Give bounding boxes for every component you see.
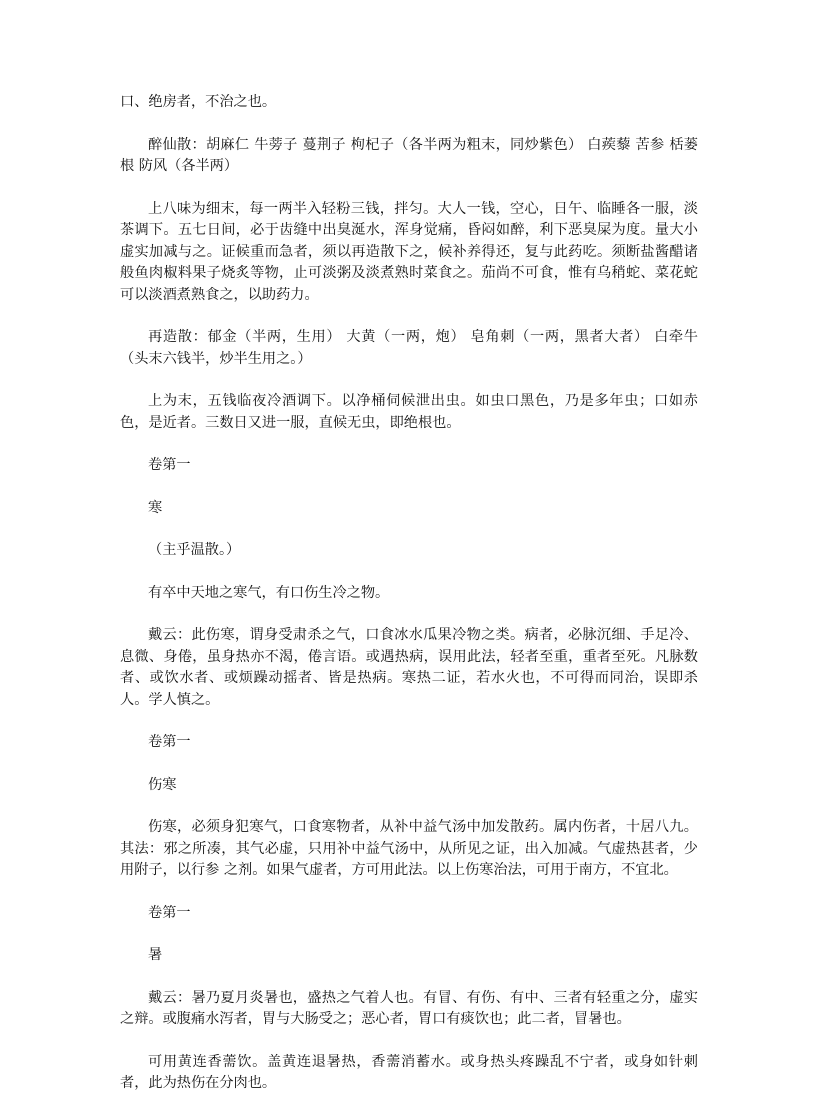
paragraph-summer-heat-treatment: 可用黄连香薷饮。盖黄连退暑热，香薷消蓄水。或身热头疼躁乱不宁者，或身如针刺者，此为热伤在分肉也。 — [120, 1053, 698, 1091]
paragraph-zaizao-formula: 再造散：郁金（半两，生用） 大黄（一两，炮） 皂角刺（一两，黑者大者） 白牵牛（头末六钱半，炒半生用之。） — [120, 329, 698, 367]
paragraph-cold-commentary: 戴云：此伤寒，谓身受肃杀之气，口食冰水瓜果冷物之类。病者，必脉沉细、手足冷、息微、身倦，虽身热亦不渴，倦言语。或遇热病，误用此法，轻者至重，重者至死。凡脉数者、或饮水者、或烦躁动摇者、皆是热病。寒热二证，若水火也，不可得而同治，误即杀人。学人慎之。 — [120, 627, 698, 708]
volume-heading: 卷第一 — [148, 457, 191, 473]
paragraph-zaizao-usage: 上为末，五钱临夜冷酒调下。以净桶伺候泄出虫。如虫口黑色，乃是多年虫；口如赤色，是近者。三数日又进一服，直候无虫，即绝根也。 — [120, 393, 698, 431]
volume-heading: 卷第一 — [148, 734, 191, 750]
paragraph-cold-causes: 有卒中天地之寒气，有口伤生冷之物。 — [148, 584, 390, 601]
paragraph-cold-damage: 伤寒，必须身犯寒气，口食寒物者，从补中益气汤中加发散药。属内伤者，十居八九。其法：邪之所凑，其气必虚，只用补中益气汤中，从所见之证，出入加减。气虚热甚者，少用附子，以行参 之剂。如果气虚者，方可用此法。以上伤寒治法，可用于南方，不宜北。 — [120, 819, 698, 878]
section-heading-cold-damage: 伤寒 — [148, 776, 177, 793]
paragraph-summer-heat-commentary: 戴云：暑乃夏月炎暑也，盛热之气着人也。有冒、有伤、有中、三者有轻重之分，虚实之辩。或腹痛水泻者，胃与大肠受之；恶心者，胃口有痰饮也；此二者，冒暑也。 — [120, 989, 698, 1027]
volume-heading: 卷第一 — [148, 904, 191, 921]
document-page — [120, 92, 698, 1116]
section-heading-summer-heat: 暑 — [148, 947, 163, 963]
section-note-cold: （主乎温散。） — [148, 542, 241, 558]
section-heading-cold: 寒 — [148, 499, 163, 516]
paragraph-continuation: 口、绝房者，不治之也。 — [120, 94, 277, 110]
paragraph-zuixian-usage: 上八味为细末，每一两半入轻粉三钱，拌匀。大人一钱，空心，日午、临睡各一服，淡茶调下。五七日间，必于齿缝中出臭涎水，浑身觉痛，昏闷如醉，利下恶臭屎为度。量大小虚实加减与之。证候重而急者，须以再造散下之，候补养得还，复与此药吃。须断盐酱醋诸般鱼肉椒料果子烧炙等物，止可淡粥及淡煮熟时菜食之。茄尚不可食，惟有乌稍蛇、菜花蛇可以淡酒煮熟食之，以助药力。 — [120, 200, 698, 303]
paragraph-zuixian-formula: 醉仙散：胡麻仁 牛蒡子 蔓荆子 枸杞子（各半两为粗末，同炒紫色） 白蒺藜 苦参 栝蒌根 防风（各半两） — [120, 136, 698, 174]
